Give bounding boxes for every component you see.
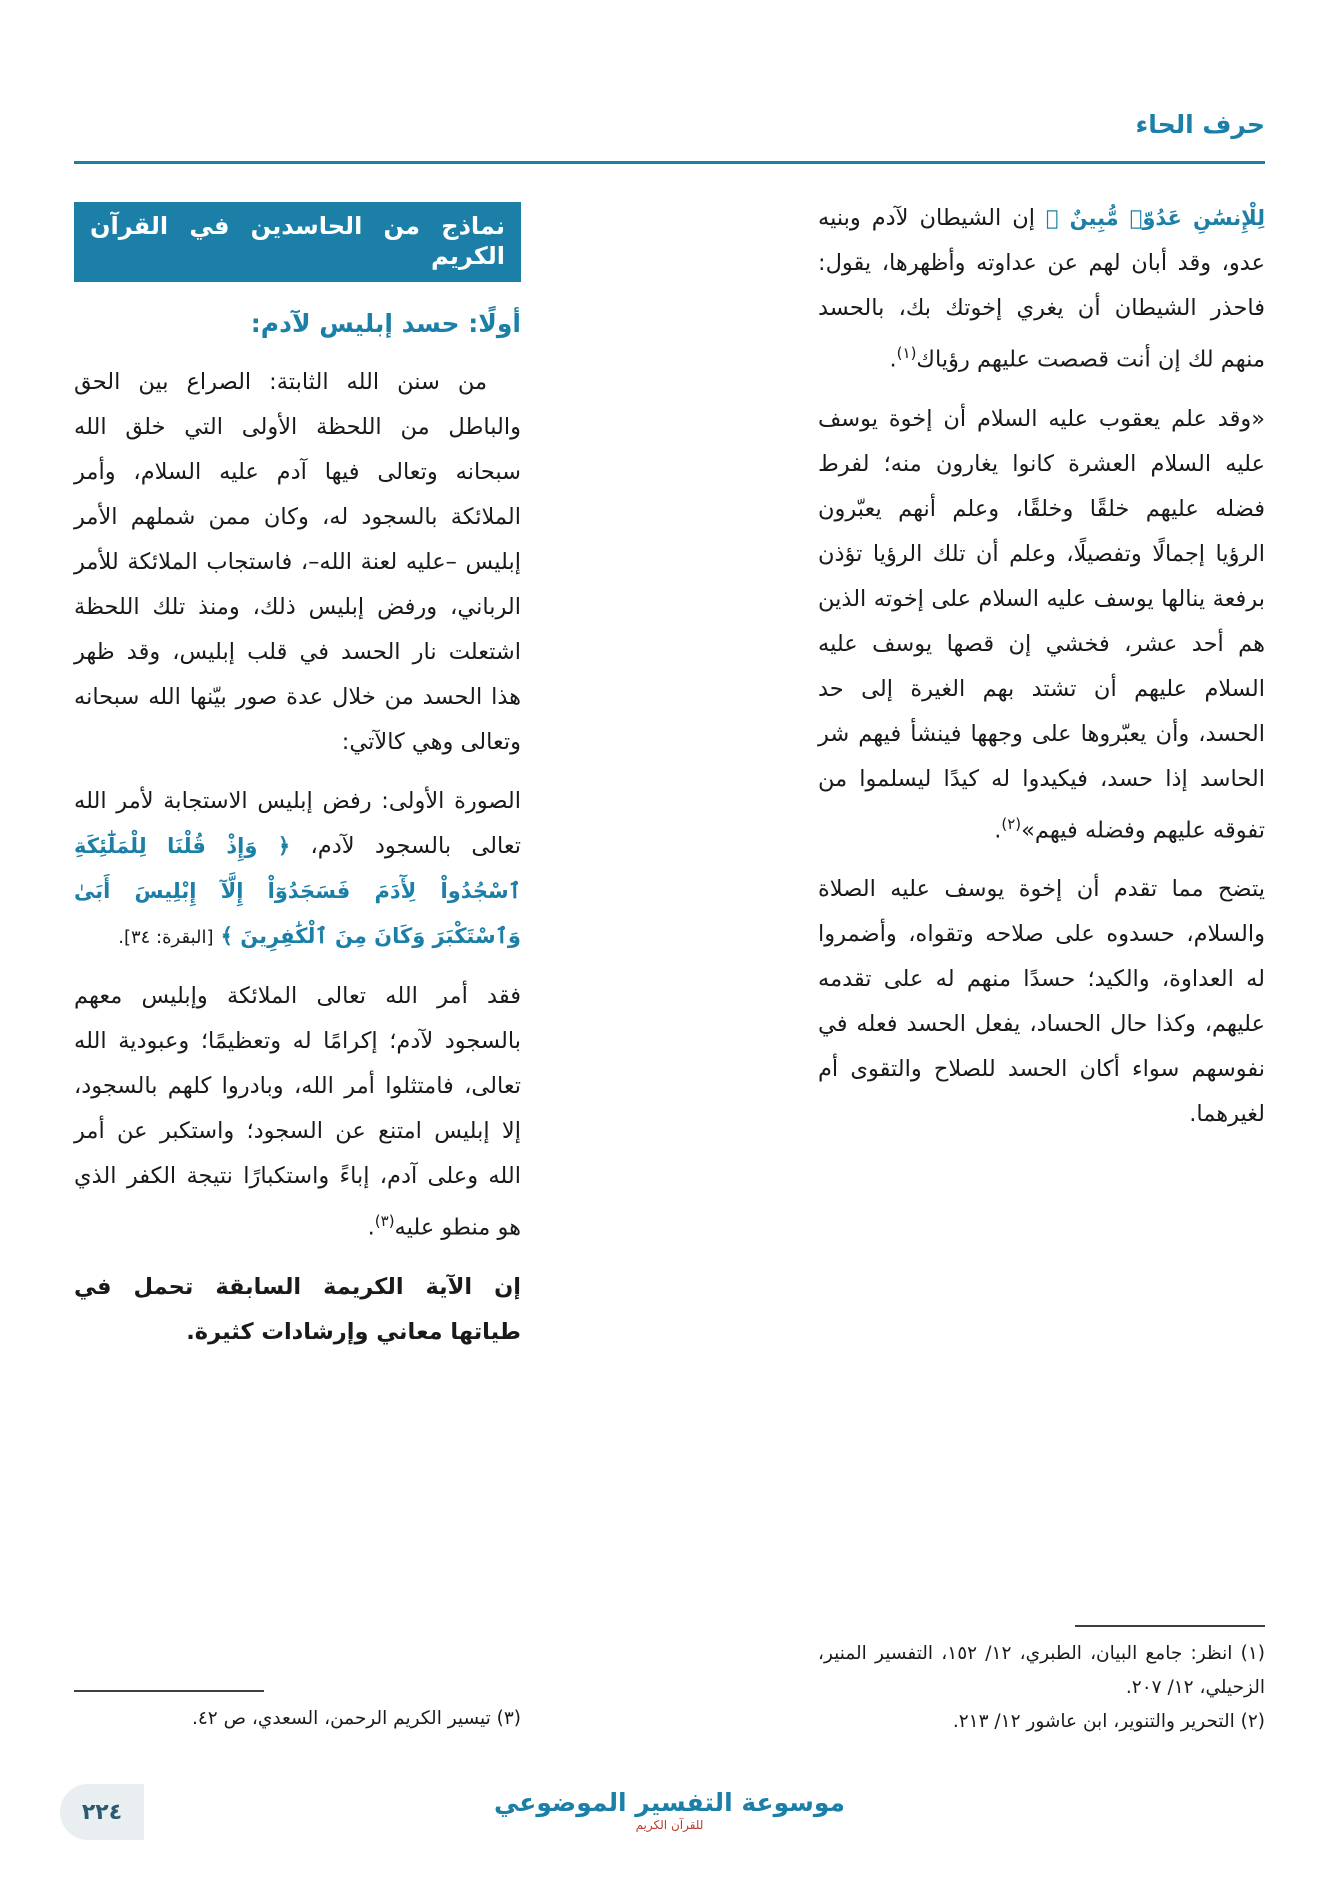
footnote-marker-2: (٢) — [1001, 814, 1022, 833]
paragraph-sunan-allah: من سنن الله الثابتة: الصراع بين الحق والباطل من اللحظة الأولى التي خلق الله سبحانه وتعالى فيها آدم عليه السلام، وأمر الملائكة بالسجود له، وكان ممن شملهم الأمر إبليس –عليه لعنة الله–، فاستجاب الملائكة للأمر الرباني، ورفض إبليس ذلك، ومنذ تلك اللحظة اشتعلت نار الحسد في قلب إبليس، وقد ظهر هذا الحسد من خلال عدة صور بيّنها الله سبحانه وتعالى وهي كالآتي: — [74, 369, 521, 755]
footnote-marker-1: (١) — [896, 344, 917, 362]
paragraph-conclusion: يتضح مما تقدم أن إخوة يوسف عليه الصلاة والسلام، حسدوه على صلاحه وتقواه، وأضمروا له العداوة، والكيد؛ حسدًا منهم له على تقدمه عليهم، وكذا حال الحساد، يفعل الحسد فعله في نفوسهم سواء أكان الحسد للصلاح والتقوى أم لغيرهما. — [818, 876, 1265, 1127]
footnote-item: (١) انظر: جامع البيان، الطبري، ١٢/ ١٥٢، التفسير المنير، الزحيلي، ١٢/ ٢٠٧. — [818, 1642, 1265, 1698]
paragraph-first-image — [74, 779, 521, 960]
paragraph-highlight: إن الآية الكريمة السابقة تحمل في طياتها معاني وإرشادات كثيرة. — [74, 1273, 521, 1345]
verse-reference: [البقرة: ٣٤]. — [118, 927, 214, 948]
quran-fragment: لِلْإِنسَٰنِ عَدُوّٞ مُّبِينٌ ﴾ — [1045, 206, 1265, 230]
footnote-separator — [1075, 1625, 1265, 1627]
header-divider — [74, 161, 1265, 164]
section-heading-bar: نماذج من الحاسدين في القرآن الكريم — [74, 202, 521, 282]
paragraph-text: إن الشيطان لآدم وبنيه عدو، وقد أبان لهم عن عداوته وأظهرها، يقول: فاحذر الشيطان أن يغري إخوتك بك، بالحسد منهم لك إن أنت قصصت عليهم رؤياك — [818, 205, 1265, 373]
paragraph-quote-yaqub — [818, 397, 1265, 854]
paragraph-explanation — [74, 974, 521, 1251]
footnote-separator — [74, 1690, 264, 1692]
paragraph-period: . — [889, 346, 897, 373]
footnote-item: (٣) تيسير الكريم الرحمن، السعدي، ص ٤٢. — [191, 1707, 521, 1729]
quran-verse-baqarah: ﴿ وَإِذْ قُلْنَا لِلْمَلَٰٓئِكَةِ ٱسْجُدُواْ لِأٓدَمَ فَسَجَدُوٓاْ إِلَّآ إِبْلِيسَ أَبَىٰ وَٱسْتَكْبَرَ وَكَانَ مِنَ ٱلْكَٰفِرِينَ ﴾ — [74, 834, 521, 948]
paragraph-ayah-intro — [818, 196, 1265, 383]
logo-title: موسوعة التفسير الموضوعي — [493, 1788, 846, 1817]
paragraph-period: . — [367, 1214, 375, 1241]
publisher-logo — [494, 1790, 845, 1832]
paragraph-text: «وقد علم يعقوب عليه السلام أن إخوة يوسف عليه السلام العشرة كانوا يغارون منه؛ لفرط فضله عليهم خلقًا وخلقًا، وعلم أنهم يعبّرون الرؤيا إجمالًا وتفصيلًا، وعلم أن تلك الرؤيا تؤذن برفعة ينالها يوسف عليه السلام على إخوته الذين هم أحد عشر، فخشي إن قصها يوسف عليه السلام عليهم أن تشتد بهم الغيرة إلى حد الحسد، وأن يعبّروها على وجهها فينشأ فيهم شر الحاسد إذا حسد، فيكيدوا له كيدًا ليسلموا من تفوقه عليهم وفضله فيهم» — [818, 405, 1265, 843]
page-header — [74, 110, 1265, 164]
footnote-item: (٢) التحرير والتنوير، ابن عاشور ١٢/ ٢١٣. — [952, 1710, 1265, 1732]
paragraph-text: فقد أمر الله تعالى الملائكة وإبليس معهم بالسجود لآدم؛ إكرامًا له وتعظيمًا؛ وعبودية الله تعالى، فامتثلوا أمر الله، وبادروا كلهم بالسجود، إلا إبليس امتنع عن السجود؛ واستكبر عن أمر الله وعلى آدم، إباءً واستكبارًا نتيجة الكفر الذي هو منطو عليه — [74, 983, 521, 1241]
footnotes-left-column — [74, 1690, 521, 1736]
footnote-marker-3: (٣) — [374, 1212, 395, 1230]
header-title: حرف الحاء — [1135, 110, 1265, 139]
sub-heading-first-example: أولًا: حسد إبليس لآدم: — [250, 309, 521, 338]
logo-subtitle: للقرآن الكريم — [635, 1818, 704, 1832]
paragraph-period: . — [994, 817, 1002, 843]
paragraph-lead: الصورة الأولى: رفض إبليس الاستجابة لأمر الله تعالى بالسجود لآدم، — [74, 788, 521, 859]
left-text-column — [74, 196, 521, 1355]
footnotes-right-column — [818, 1625, 1265, 1739]
right-text-column — [818, 196, 1265, 1137]
page-number: ٢٢٤ — [60, 1784, 144, 1840]
